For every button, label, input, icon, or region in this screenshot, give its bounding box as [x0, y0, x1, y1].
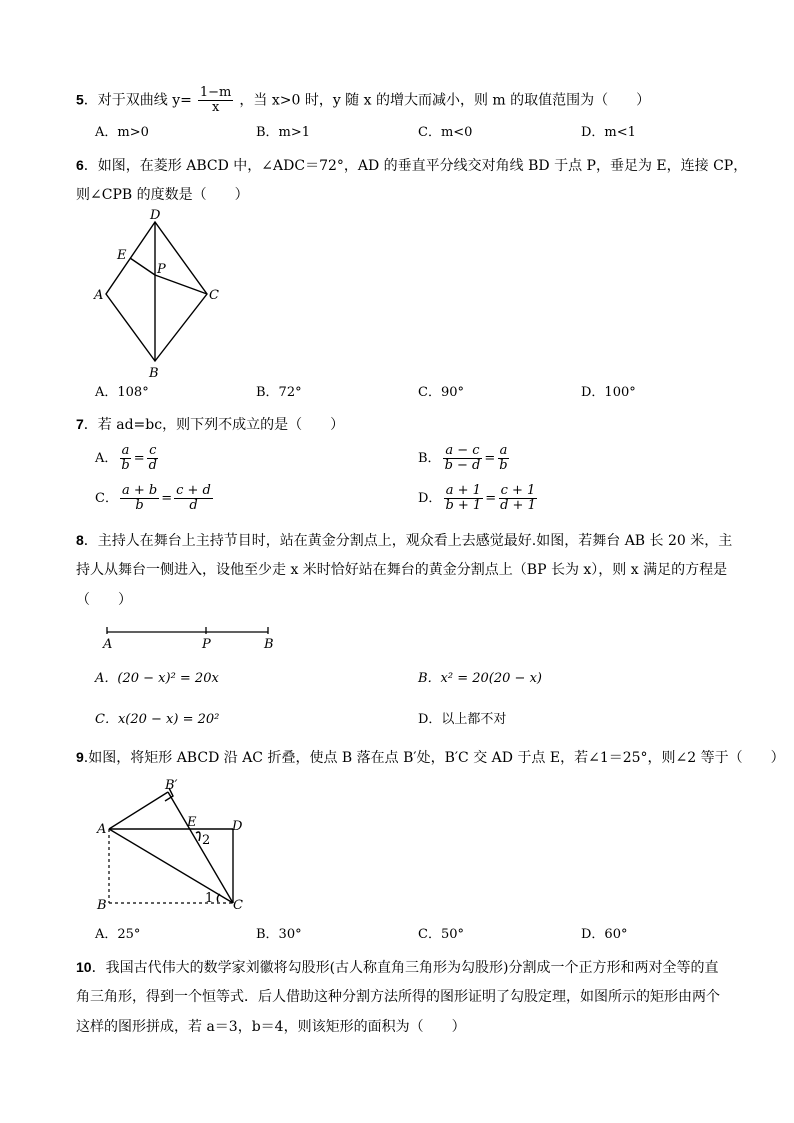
- label-b-prime: B′: [165, 778, 178, 793]
- label-d: D: [150, 208, 161, 223]
- question-number: 5: [76, 91, 84, 108]
- question-5: [76, 86, 650, 115]
- question-text-line: 角三角形，得到一个恒等式．后人借助这种分割方法所得的图形证明了勾股定理，如图所示的矩形由两个: [76, 989, 720, 1005]
- label-p: P: [202, 637, 211, 652]
- label-b: B: [264, 637, 274, 652]
- question-text: .如图，将矩形 ABCD 沿 AC 折叠，使点 B 落在点 B′处，B′C 交 AD 于点 E，若∠1＝25°，则∠2 等于（ ）: [83, 750, 785, 766]
- folded-rectangle-figure: [92, 775, 262, 920]
- option-c: C．50°: [418, 927, 464, 942]
- question-number: 6: [76, 157, 84, 173]
- option-c: C．90°: [418, 385, 464, 400]
- option-d: D．100°: [581, 385, 636, 400]
- option-d: D．60°: [581, 927, 628, 942]
- option-c: C．m<0: [418, 125, 473, 140]
- question-number: 9: [76, 749, 84, 765]
- question-text-line: 持人从舞台一侧进入，设他至少走 x 米时恰好站在舞台的黄金分割点上（BP 长为 x），则 x 满足的方程是: [76, 562, 728, 578]
- label-a: A: [97, 822, 107, 837]
- segment-ab-prime: [109, 792, 168, 829]
- question-number: 10: [76, 959, 92, 975]
- question-7: [76, 414, 344, 435]
- question-number: 8: [76, 532, 84, 548]
- option-c: C． $\frac{a + b}{b}$ = $\frac{c + d}{d}$: [95, 483, 211, 513]
- option-d: D．m<1: [581, 125, 636, 140]
- question-text-line: （ ）: [76, 592, 132, 608]
- label-angle-2: 2: [202, 833, 211, 848]
- question-text-line: 这样的图形拼成，若 a＝3，b＝4，则该矩形的面积为（ ）: [76, 1019, 466, 1035]
- label-e: E: [117, 248, 127, 263]
- question-6: [76, 155, 747, 176]
- label-a: A: [103, 637, 113, 652]
- option-a: A．25°: [95, 927, 141, 942]
- label-e: E: [187, 815, 197, 830]
- segment-pc: [155, 275, 207, 294]
- rhombus-figure: [85, 205, 235, 380]
- label-a: A: [94, 288, 104, 303]
- question-text: ，当 x>0 时，y 随 x 的增大而减小，则 m 的取值范围为（ ）: [239, 92, 651, 109]
- label-c: C: [233, 898, 243, 913]
- question-9: [76, 747, 785, 768]
- question-text: ．主持人在舞台上主持节目时，站在黄金分割点上，观众看上去感觉最好.如图，若舞台 AB 长 20 米，主: [83, 533, 733, 549]
- diagonal-ac: [109, 829, 233, 903]
- label-angle-1: 1: [205, 891, 214, 906]
- option-a: A． $\frac{a}{b}$ = $\frac{c}{d}$: [95, 443, 157, 473]
- question-text: ．如图，在菱形 ABCD 中，∠ADC＝72°，AD 的垂直平分线交对角线 BD 于点 P，垂足为 E，连接 CP，: [83, 158, 748, 174]
- question-number: 7: [76, 416, 84, 432]
- option-d: D．以上都不对: [418, 712, 507, 727]
- option-b: B．30°: [256, 927, 302, 942]
- angle-1-arc: [217, 894, 220, 902]
- option-b: B．x² = 20(20 − x): [418, 671, 542, 686]
- rhombus-outline: [106, 222, 207, 361]
- option-d: D． $\frac{a + 1}{b + 1}$ = $\frac{c + 1}{d + 1}$: [418, 483, 536, 513]
- label-c: C: [209, 288, 219, 303]
- label-b: B: [149, 366, 159, 380]
- segment-ep: [130, 258, 155, 275]
- fraction: $\frac{1-m}{x}$: [199, 85, 232, 115]
- option-b: B．m>1: [256, 125, 311, 140]
- option-a: A．m>0: [95, 125, 149, 140]
- label-b: B: [97, 898, 107, 913]
- label-p: P: [157, 262, 166, 277]
- question-text-line: 则∠CPB 的度数是（ ）: [76, 187, 249, 203]
- option-a: A．108°: [95, 385, 149, 400]
- question-10: [76, 957, 719, 978]
- label-d: D: [232, 819, 243, 834]
- stage-line-figure: [100, 622, 280, 652]
- segment-b-prime-c: [168, 792, 233, 903]
- question-text: ．我国古代伟大的数学家刘徽将勾股形(古人称直角三角形为勾股形)分割成一个正方形和两对全等的直: [91, 960, 719, 976]
- option-b: B．72°: [256, 385, 302, 400]
- option-a: A．(20 − x)² = 20x: [95, 671, 219, 686]
- question-text: ．若 ad=bc，则下列不成立的是（ ）: [83, 417, 345, 433]
- option-c: C．x(20 − x) = 20²: [95, 712, 220, 727]
- question-text: ．对于双曲线 y=: [83, 92, 192, 109]
- option-b: B． $\frac{a - c}{b - d}$ = $\frac{a}{b}$: [418, 443, 508, 473]
- question-8: [76, 530, 732, 551]
